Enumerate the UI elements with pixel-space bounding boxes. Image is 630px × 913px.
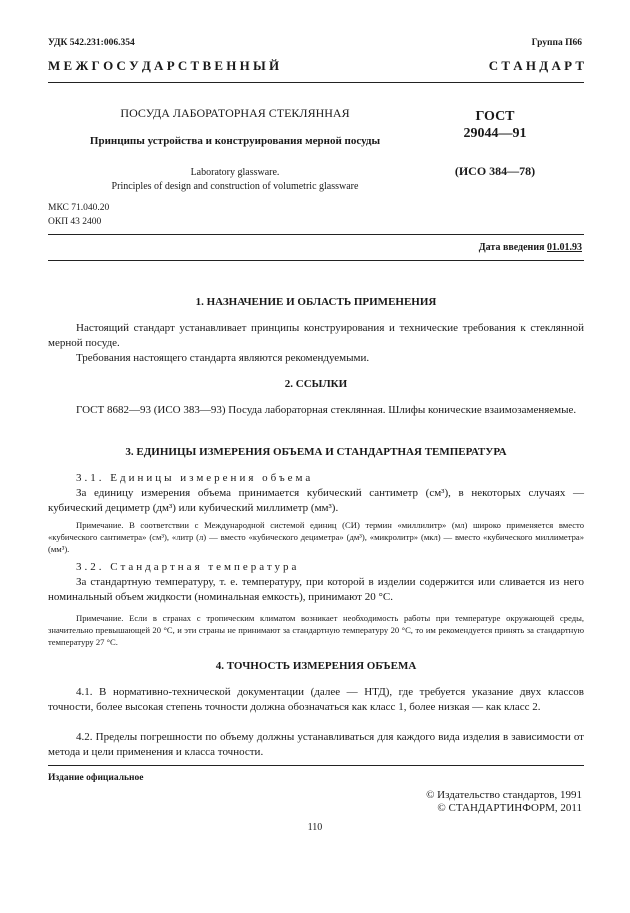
introduction-date-label: Дата введения (478, 242, 545, 253)
subsection-3-1-title: 3.1. Единицы измерения объема (76, 472, 314, 484)
section-4-title: 4. ТОЧНОСТЬ ИЗМЕРЕНИЯ ОБЪЕМА (215, 660, 417, 672)
section-3-title: 3. ЕДИНИЦЫ ИЗМЕРЕНИЯ ОБЪЕМА И СТАНДАРТНАЯ ТЕМПЕРАТУРА (125, 446, 507, 458)
standard-banner (48, 58, 584, 74)
title-block (60, 106, 410, 192)
section-4-paragraph-2: 4.2. Пределы погрешности по объему должны устанавливаться для каждого вида изделия в зависимости от метода и цели применения и класса точности. (48, 731, 584, 758)
footer-divider (48, 765, 584, 766)
section-3-paragraph-1: За единицу измерения объема принимается кубический сантиметр (см³), в некоторых случаях — кубический дециметр (дм³) или кубический миллиметр (мм³). (48, 487, 584, 514)
introduction-date (479, 242, 582, 253)
mks-code: МКС 71.040.20 (48, 203, 110, 213)
page-number: 110 (307, 822, 323, 833)
section-1-title: 1. НАЗНАЧЕНИЕ И ОБЛАСТЬ ПРИМЕНЕНИЯ (195, 296, 437, 308)
section-3-paragraph-2: За стандартную температуру, т. е. температуру, при которой в изделии содержится или сливается из него номинальный объем жидкости (номинальная емкость), принимают 20 °С. (48, 576, 584, 603)
introduction-date-value: 01.01.93 (547, 242, 582, 253)
copyright-1991: © Издательство стандартов, 1991 (426, 789, 582, 801)
section-3-note-2: Примечание. Если в странах с тропическим климатом возникает необходимость работы при температуре окружающей среды, значительно превышающей 20 °С, и эти страны не принимают за стандартную температуру 20 °С, то им рекомендуется принять за стандартную температуру 27 °С. (48, 613, 584, 647)
date-divider (48, 260, 584, 261)
top-divider (48, 82, 584, 83)
copyright-2011: © СТАНДАРТИНФОРМ, 2011 (437, 802, 582, 814)
section-2-title: 2. ССЫЛКИ (284, 378, 348, 390)
section-1-paragraph-1: Настоящий стандарт устанавливает принципы конструирования и технические требования к стеклянной мерной посуде. (48, 322, 584, 349)
english-title-line1: Laboratory glassware. (190, 167, 280, 178)
edition-label: Издание официальное (48, 773, 144, 783)
section-3-note-1: Примечание. В соответствии с Международной системой единиц (СИ) термин «миллилитр» (мл) широко применяется вместо «кубического сантиметра» (см³), «литр (л) — вместо «кубического дециметра» (дм³), «микролитр» (мкл) — вместо «кубического миллиметра» (мм³). (48, 520, 584, 554)
banner-word-interstate: М Е Ж Г О С У Д А Р С Т В Е Н Н Ы Й (48, 58, 280, 73)
codes-divider (48, 234, 584, 235)
subsection-3-2-title: 3.2. Стандартная температура (76, 561, 300, 573)
gost-label: ГОСТ (475, 109, 515, 124)
section-4-paragraph-1: 4.1. В нормативно-технической документации (далее — НТД), где требуется указание двух классов точности, более высокая степень точности должна обозначаться как класс 1, более низкая — как класс 2. (48, 686, 584, 713)
gost-block (430, 108, 560, 179)
section-1-paragraph-2: Требования настоящего стандарта являются рекомендуемыми. (76, 352, 370, 364)
section-2-paragraph-1: ГОСТ 8682—93 (ИСО 383—93) Посуда лабораторная стеклянная. Шлифы конические взаимозаменяемые. (76, 404, 577, 416)
banner-word-standard: С Т А Н Д А Р Т (488, 58, 584, 73)
gost-number: 29044—91 (463, 126, 527, 141)
udk-code: УДК 542.231:006.354 (48, 38, 135, 48)
english-title-line2: Principles of design and construction of volumetric glassware (111, 181, 359, 192)
okp-code: ОКП 43 2400 (48, 217, 102, 227)
document-subtitle: Принципы устройства и конструирования мерной посуды (89, 135, 381, 147)
group-code: Группа П66 (531, 38, 582, 48)
iso-reference: (ИСО 384—78) (454, 164, 536, 178)
document-title: ПОСУДА ЛАБОРАТОРНАЯ СТЕКЛЯННАЯ (120, 106, 350, 120)
